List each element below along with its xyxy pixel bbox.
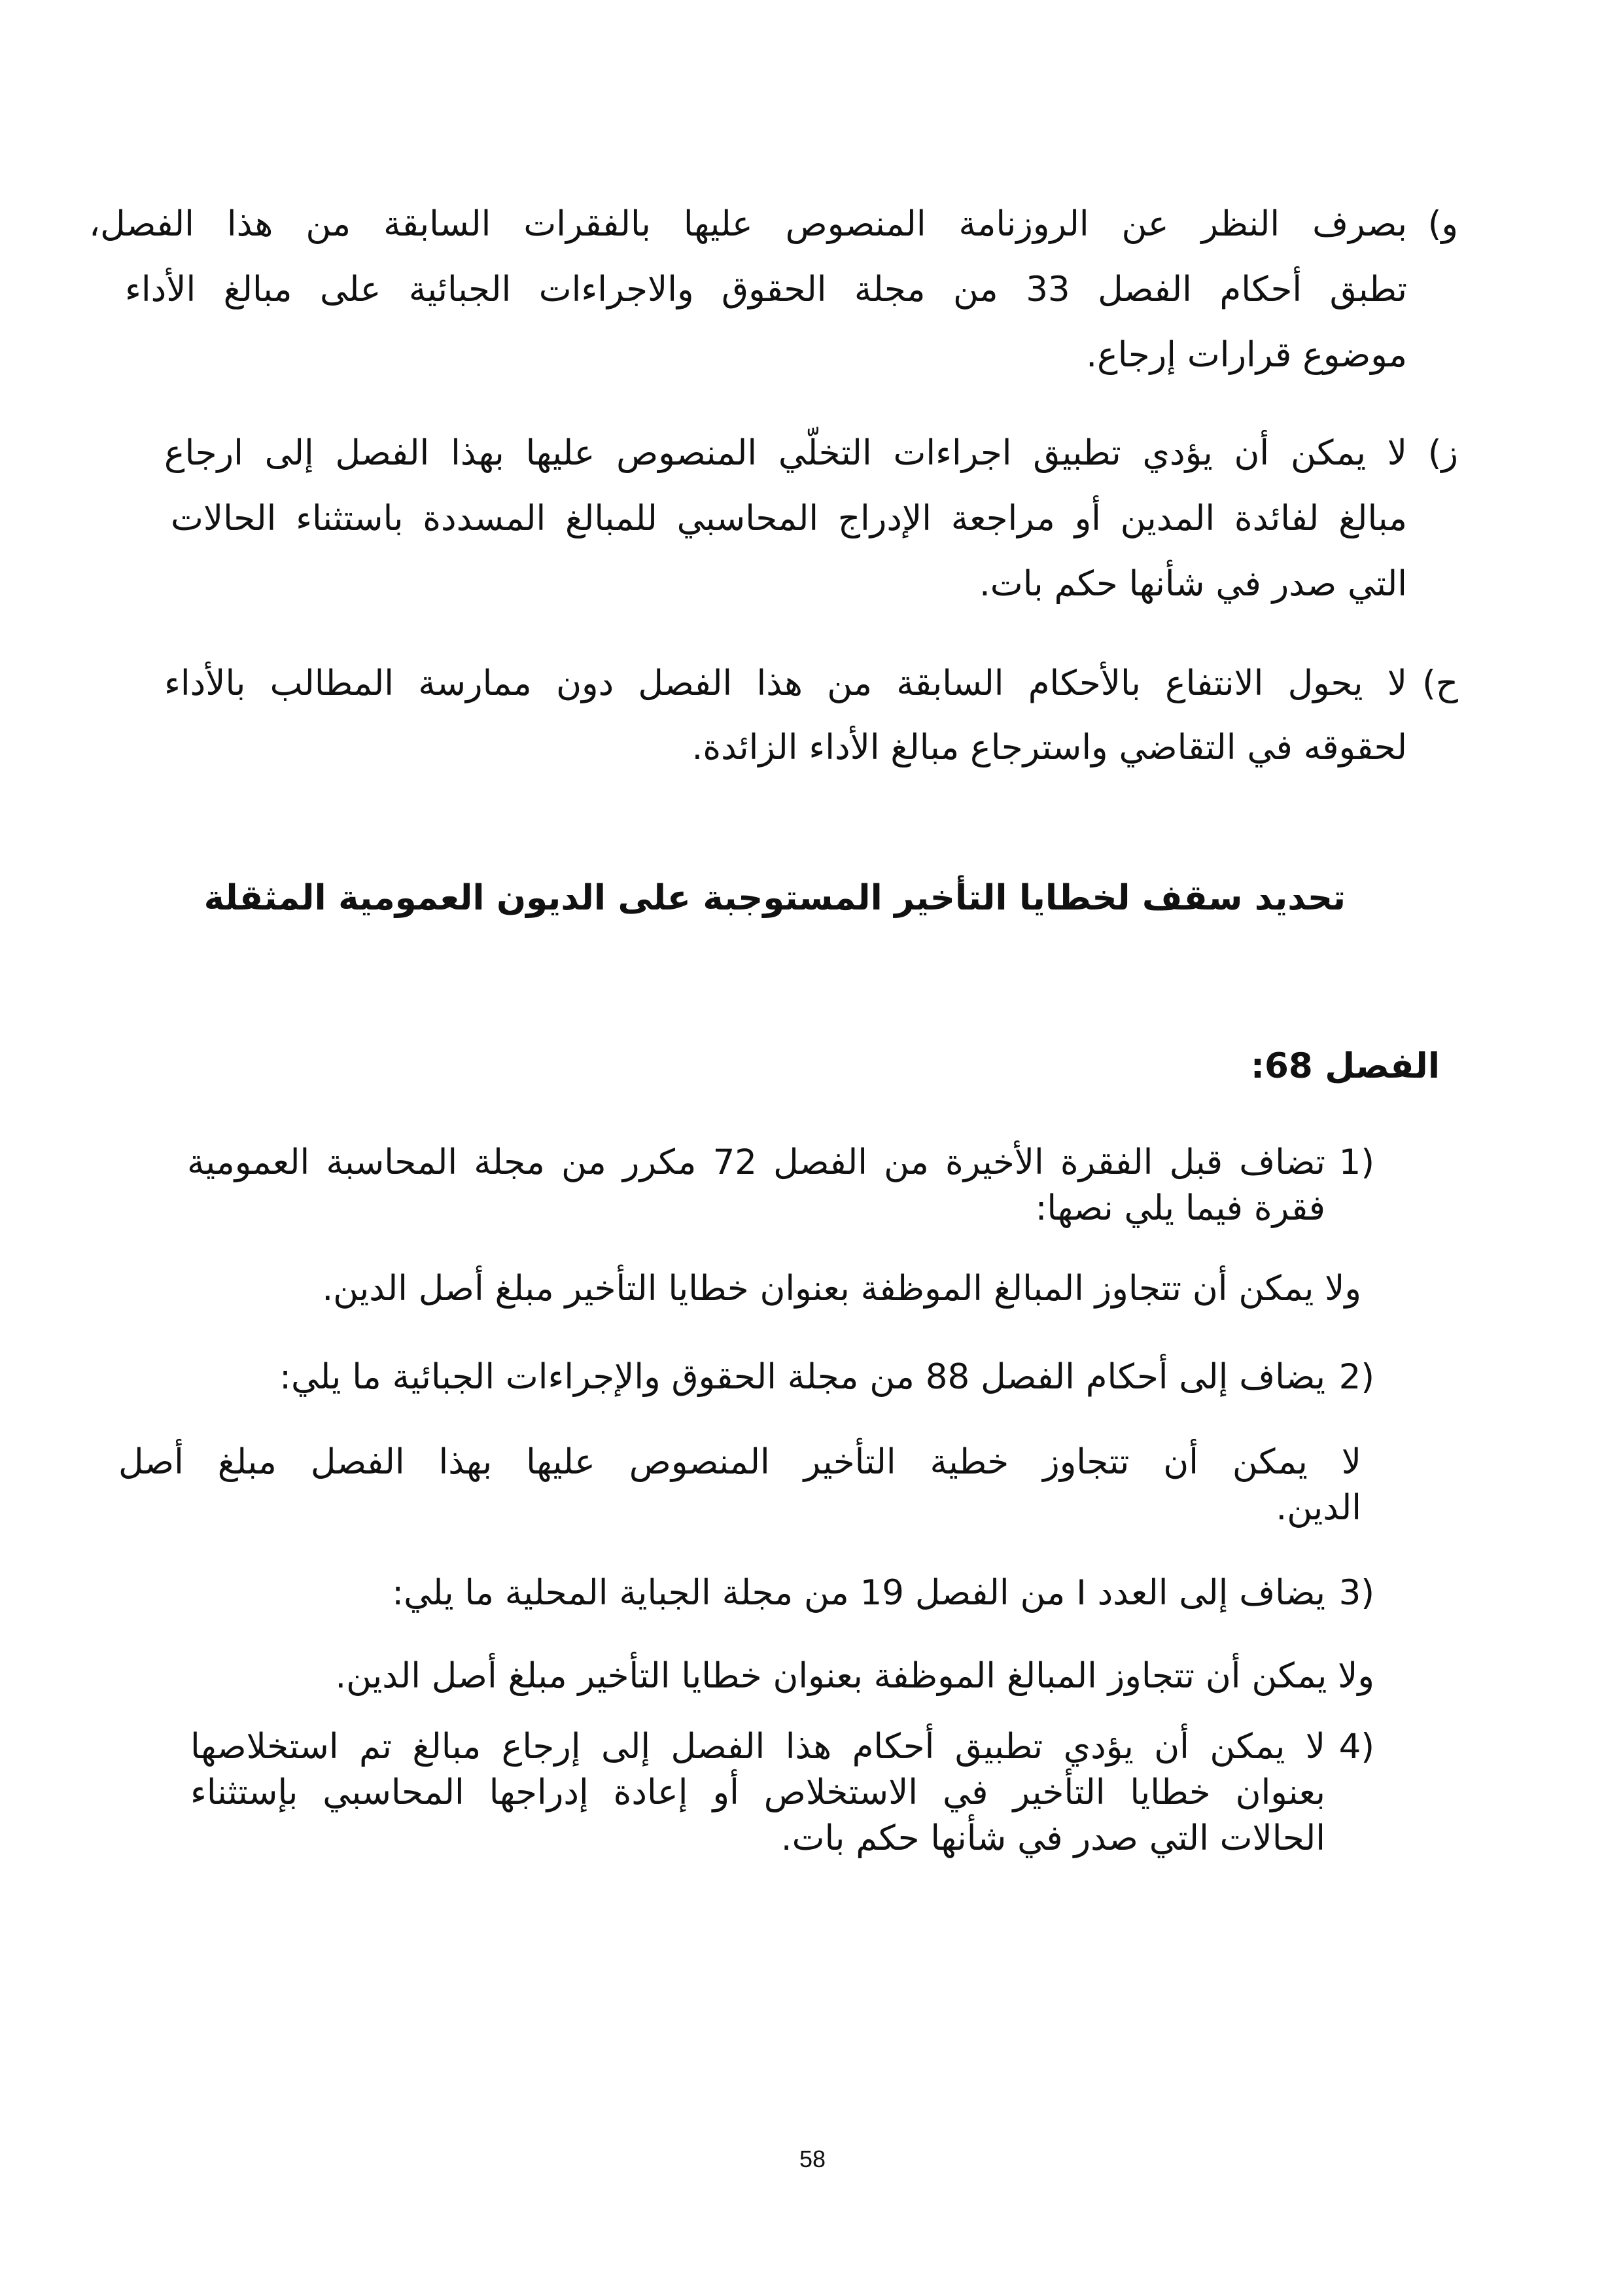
item-line: بعنوان خطايا التأخير في الاستخلاص أو إعادة إدراجها المحاسبي بإستثناء bbox=[190, 1773, 1325, 1812]
paragraph-line: التي صدر في شأنها حكم بات. bbox=[979, 564, 1407, 604]
item-quote: ولا يمكن أن تتجاوز المبالغ الموظفة بعنوان خطايا التأخير مبلغ أصل الدين. bbox=[322, 1269, 1361, 1309]
item-line: تضاف قبل الفقرة الأخيرة من الفصل 72 مكرر من مجلة المحاسبة العمومية bbox=[187, 1142, 1326, 1182]
paragraph-marker: ز) bbox=[1427, 433, 1458, 473]
item-marker: 2) bbox=[1338, 1357, 1374, 1397]
article-heading: الفصل 68: bbox=[1250, 1046, 1440, 1086]
item-quote: ولا يمكن أن تتجاوز المبالغ الموظفة بعنوان خطايا التأخير مبلغ أصل الدين. bbox=[335, 1656, 1374, 1696]
paragraph-line: لحقوقه في التقاضي واسترجاع مبالغ الأداء الزائدة. bbox=[691, 728, 1407, 768]
item-line: لا يمكن أن يؤدي تطبيق أحكام هذا الفصل إلى إرجاع مبالغ تم استخلاصها bbox=[190, 1727, 1325, 1767]
item-quote: لا يمكن أن تتجاوز خطية التأخير المنصوص عليها بهذا الفصل مبلغ أصل bbox=[118, 1442, 1361, 1482]
item-marker: 1) bbox=[1338, 1142, 1374, 1182]
section-title: تحديد سقف لخطايا التأخير المستوجبة على الديون العمومية المثقلة bbox=[203, 878, 1346, 918]
paragraph-line: موضوع قرارات إرجاع. bbox=[1086, 335, 1407, 375]
page-number: 58 bbox=[799, 2146, 826, 2172]
item-line: يضاف إلى أحكام الفصل 88 من مجلة الحقوق والإجراءات الجبائية ما يلي: bbox=[279, 1357, 1325, 1397]
paragraph-marker: ح) bbox=[1422, 663, 1458, 703]
item-marker: 4) bbox=[1338, 1727, 1374, 1767]
item-line: فقرة فيما يلي نصها: bbox=[1035, 1188, 1325, 1228]
item-line: الحالات التي صدر في شأنها حكم بات. bbox=[780, 1818, 1325, 1858]
item-marker: 3) bbox=[1338, 1573, 1374, 1613]
paragraph-line: بصرف النظر عن الروزنامة المنصوص عليها بالفقرات السابقة من هذا الفصل، bbox=[89, 204, 1407, 244]
item-line: يضاف إلى العدد I من الفصل 19 من مجلة الجباية المحلية ما يلي: bbox=[392, 1573, 1325, 1613]
item-quote: الدين. bbox=[1276, 1488, 1361, 1528]
paragraph-line: لا يحول الانتفاع بالأحكام السابقة من هذا الفصل دون ممارسة المطالب بالأداء bbox=[164, 663, 1407, 703]
paragraph-line: لا يمكن أن يؤدي تطبيق اجراءات التخلّي المنصوص عليها بهذا الفصل إلى ارجاع bbox=[164, 433, 1407, 473]
paragraph-line: تطبق أحكام الفصل 33 من مجلة الحقوق والاجراءات الجبائية على مبالغ الأداء bbox=[125, 270, 1408, 309]
paragraph-line: مبالغ لفائدة المدين أو مراجعة الإدراج المحاسبي للمبالغ المسددة باستثناء الحالات bbox=[171, 499, 1407, 539]
paragraph-marker: و) bbox=[1427, 204, 1458, 244]
